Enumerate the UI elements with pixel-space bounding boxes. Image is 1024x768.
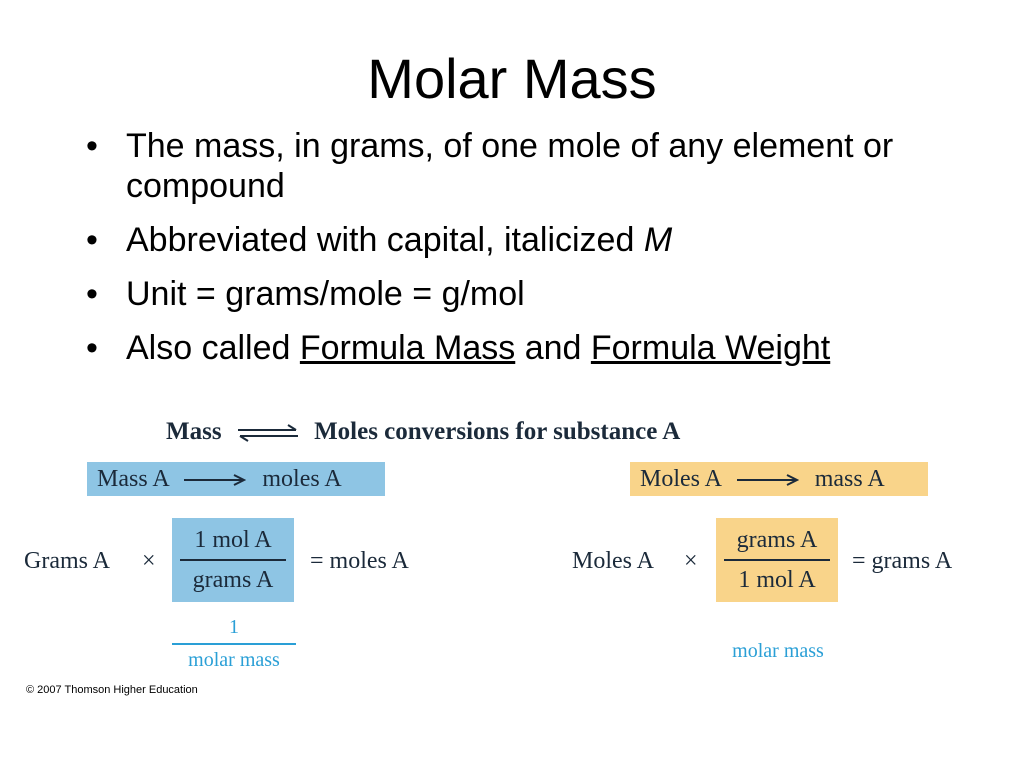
equation-rhs: = moles A [310, 548, 409, 574]
mass-to-moles-band [87, 462, 385, 496]
bullet-dot: • [86, 221, 98, 259]
formula-weight-term: Formula Weight [590, 329, 831, 367]
band-from-label: Moles A [640, 466, 721, 492]
mass-to-moles-equation [20, 518, 460, 602]
molar-fraction-bar [172, 643, 296, 645]
formula-mass-term: Formula Mass [299, 329, 516, 367]
bullet-text: Abbreviated with capital, italicized [126, 221, 644, 259]
bullet-text: Unit = grams/mole = g/mol [126, 275, 525, 313]
italic-symbol: M [643, 221, 673, 259]
bullet-text: Also called [126, 329, 300, 367]
bullet-item-also-called [84, 328, 984, 368]
slide-title: Molar Mass [367, 47, 657, 110]
times-sign: × [142, 548, 156, 574]
times-sign: × [684, 548, 698, 574]
conversion-factor-fraction [716, 518, 838, 602]
inverse-molar-mass-label [172, 616, 296, 672]
band-to-label: moles A [262, 466, 342, 492]
bullet-list [84, 126, 984, 382]
fraction-numerator: grams A [736, 527, 818, 553]
bullet-dot: • [86, 275, 98, 313]
right-arrow-icon [737, 473, 799, 487]
bullet-item-unit [84, 274, 984, 314]
molar-denominator: molar mass [188, 649, 280, 671]
band-from-label: Mass A [97, 466, 169, 492]
fraction-bar [180, 559, 286, 561]
fraction-numerator: 1 mol A [194, 527, 272, 553]
bullet-text: The mass, in grams, of one mole of any element or compound [126, 127, 894, 205]
equilibrium-arrows-icon [236, 423, 300, 443]
equation-lhs: Grams A [24, 548, 110, 574]
equation-rhs: = grams A [852, 548, 953, 574]
conversion-figure [20, 414, 990, 704]
bullet-item-definition [84, 126, 984, 206]
molar-mass-label: molar mass [732, 640, 824, 662]
bullet-text: and [515, 329, 591, 367]
conversion-factor-fraction [172, 518, 294, 602]
right-arrow-icon [184, 473, 246, 487]
band-to-label: mass A [814, 466, 885, 492]
heading-moles-conversions: Moles conversions for substance A [314, 418, 681, 445]
bullet-dot: • [86, 329, 98, 367]
copyright-notice: © 2007 Thomson Higher Education [26, 684, 198, 696]
equation-lhs: Moles A [572, 548, 655, 574]
moles-to-mass-equation [570, 518, 990, 602]
heading-mass: Mass [166, 418, 222, 445]
molar-numerator: 1 [229, 616, 239, 638]
fraction-denominator: grams A [192, 567, 274, 593]
bullet-item-abbreviation [84, 220, 984, 260]
fraction-bar [724, 559, 830, 561]
fraction-denominator: 1 mol A [738, 567, 816, 593]
figure-heading [166, 418, 680, 446]
moles-to-mass-band [630, 462, 928, 496]
bullet-dot: • [86, 127, 98, 165]
